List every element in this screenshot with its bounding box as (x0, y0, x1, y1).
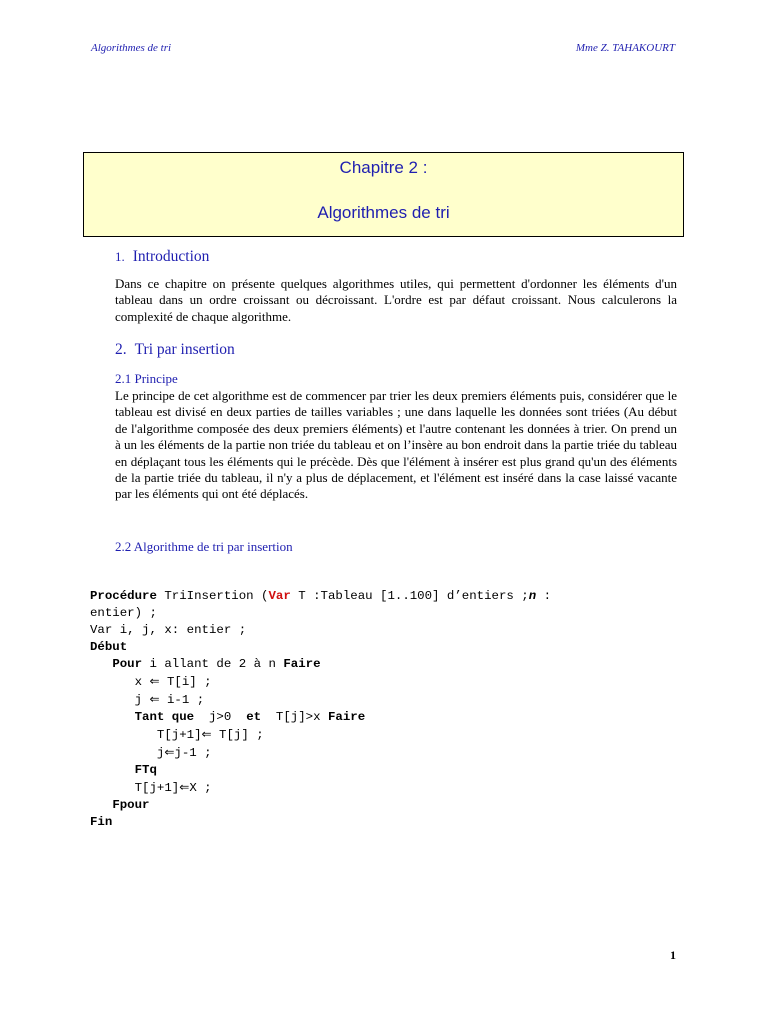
code-line: Tant que j>0 et T[j]>x Faire (134, 710, 366, 724)
section-heading-introduction (115, 248, 209, 266)
code-line: entier) ; (90, 606, 157, 620)
code-line: T[j+1]⇐ T[j] ; (156, 727, 264, 742)
assign-arrow-icon: ⇐ (149, 674, 160, 688)
code-line: Fin (90, 815, 113, 829)
chapter-number: Chapitre 2 : (339, 158, 428, 177)
assign-arrow-icon: ⇐ (201, 727, 212, 741)
section-number: 2. (115, 341, 127, 358)
code-line: Fpour (112, 798, 150, 812)
code-block (90, 588, 680, 831)
chapter-title-box (83, 152, 684, 237)
code-line: FTq (134, 763, 157, 777)
code-line: j⇐j-1 ; (156, 745, 212, 760)
section-heading-tri-insertion (115, 341, 235, 359)
subsection-heading-principe: 2.1 Principe (115, 371, 178, 386)
page-number: 1 (670, 948, 676, 962)
section-number: 1. (115, 249, 125, 264)
section-title: Tri par insertion (134, 341, 235, 358)
assign-arrow-icon: ⇐ (179, 780, 190, 794)
code-line: x ⇐ T[i] ; (134, 674, 212, 689)
principe-paragraph: Le principe de cet algorithme est de commencer par trier les deux premiers éléments puis, considérer que le tableau est divisé en deux parties de tailles variables ; une dans laquelle les données sont triées (Au début de l'algorithme composée des deux premiers éléments) et l'autre contenant les données à trier. On prend un à un les éléments de la partie non triée du tableau et on l’insère au bon endroit dans la partie triée du tableau en déplaçant tous les éléments qui le précède. Dès que l'élément à insérer est plus grand qu'un des éléments de la partie triée du tableau, il n'y a plus de déplacement, et l'élément est inséré dans la case laissé vacante par les éléments qui ont été déplacés. (115, 388, 677, 502)
code-line: Début (90, 640, 128, 654)
assign-arrow-icon: ⇐ (164, 745, 175, 759)
running-header-author: Mme Z. TAHAKOURT (575, 42, 675, 54)
code-line: Var i, j, x: entier ; (90, 623, 247, 637)
running-header-title: Algorithmes de tri (91, 42, 172, 54)
code-line: Pour i allant de 2 à n Faire (112, 657, 321, 671)
section-title: Introduction (132, 248, 210, 265)
chapter-title: Algorithmes de tri (317, 203, 450, 222)
subsection-heading-algorithme: 2.2 Algorithme de tri par insertion (115, 539, 293, 554)
code-line: Procédure TriInsertion (Var T :Tableau [1..100] d’entiers ;n : (90, 589, 552, 603)
code-line: j ⇐ i-1 ; (134, 692, 205, 707)
code-line: T[j+1]⇐X ; (134, 780, 212, 795)
introduction-paragraph: Dans ce chapitre on présente quelques algorithmes utiles, qui permettent d'ordonner les éléments d'un tableau dans un ordre croissant ou décroissant. L'ordre est par défaut croissant. Nous calculerons la complexité de chaque algorithme. (115, 276, 677, 324)
assign-arrow-icon: ⇐ (149, 692, 160, 706)
